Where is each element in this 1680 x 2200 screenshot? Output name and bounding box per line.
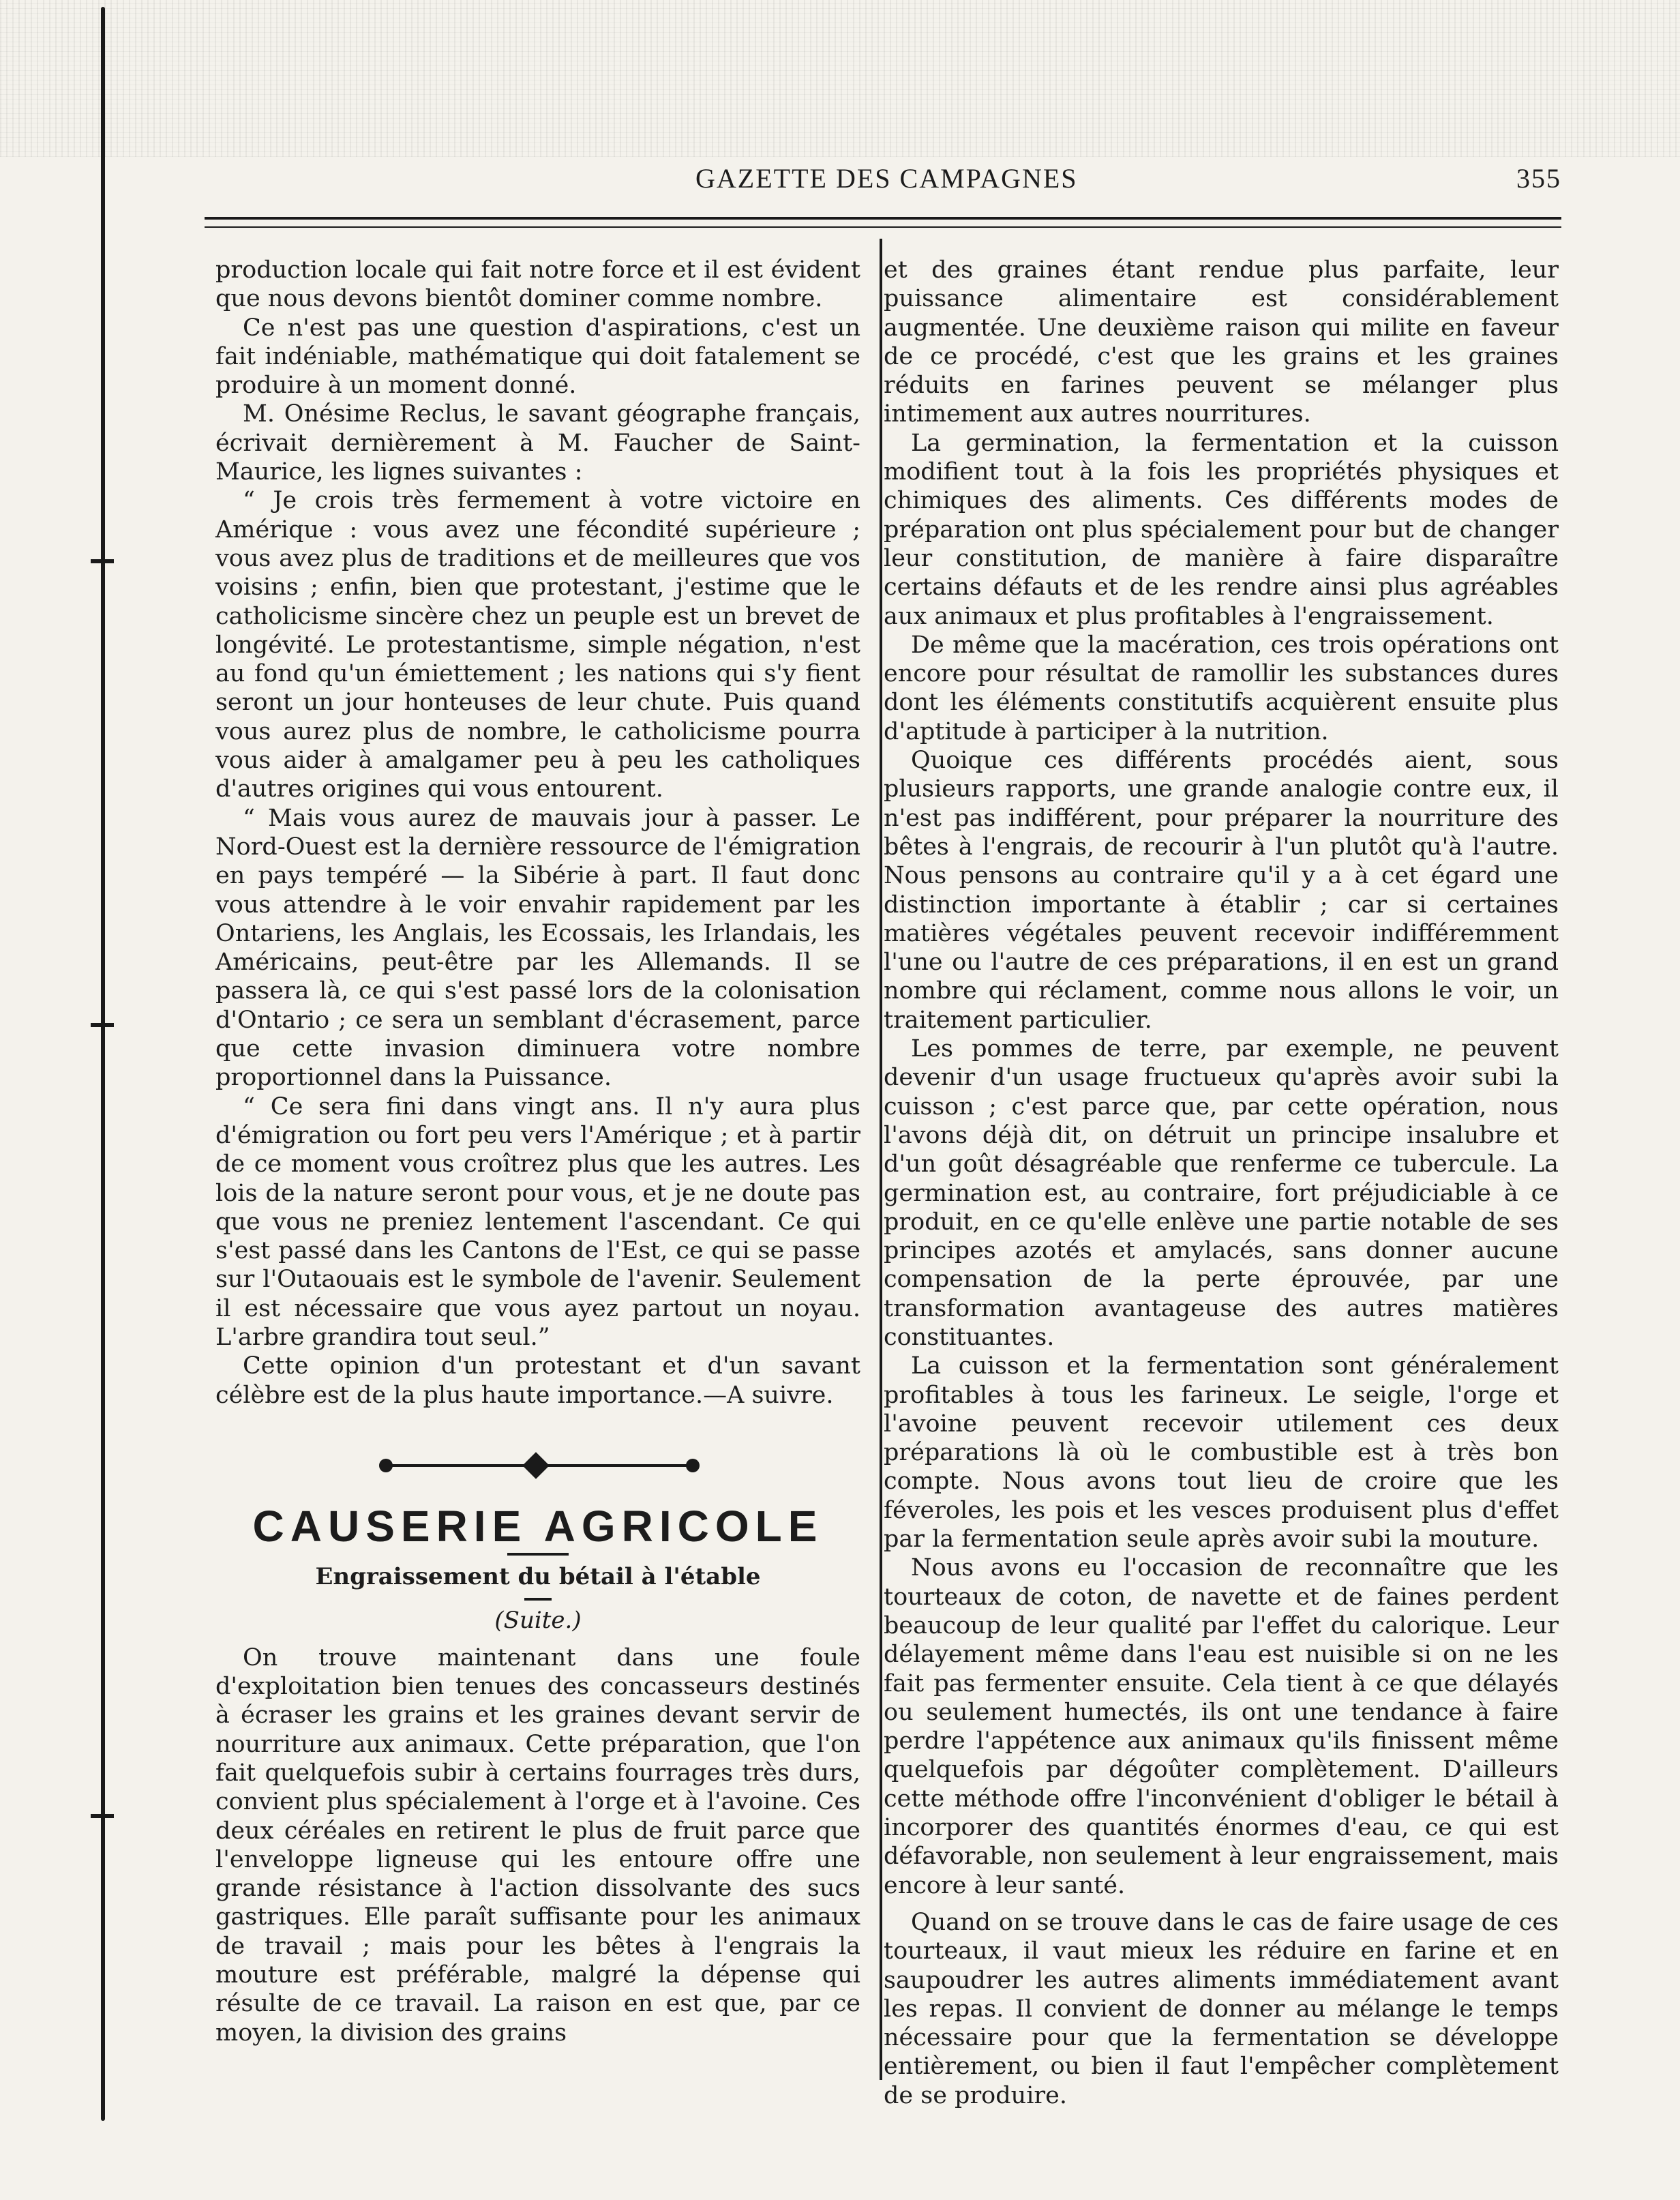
binding-tick xyxy=(91,559,114,563)
left-column xyxy=(215,256,860,2047)
scan-noise xyxy=(0,0,1680,157)
paragraph: M. Onésime Reclus, le savant géographe français, écrivait dernièrement à M. Faucher de Saint-Maurice, les lignes suivantes : xyxy=(215,400,860,486)
paragraph: production locale qui fait notre force et il est évident que nous devons bientôt dominer comme nombre. xyxy=(215,256,860,313)
column-divider xyxy=(880,239,882,2080)
header-rule xyxy=(205,217,1561,228)
paragraph: Les pommes de terre, par exemple, ne peuvent devenir d'un usage fructueux qu'après avoir subi la cuisson ; c'est parce que, par cette opération, nous l'avons déjà dit, on détruit un principe insalubre et d'un goût désagréable que renferme ce tubercule. La germination est, au contraire, fort préjudiciable à ce produit, en ce qu'elle enlève une partie notable de ses principes azotés et amylacés, sans donner aucune compensation de la perte éprouvée, par une transformation avantageuse des autres matières constituantes. xyxy=(884,1035,1559,1351)
paragraph: et des graines étant rendue plus parfaite, leur puissance alimentaire est considérablement augmentée. Une deuxième raison qui milite en faveur de ce procédé, c'est que les grains et les graines réduits en farines peuvent se mélanger plus intimement aux autres nourritures. xyxy=(884,256,1559,428)
section-title: CAUSERIE AGRICOLE xyxy=(252,1501,824,1551)
section-ornament xyxy=(215,1441,860,1489)
ornament-diamond xyxy=(522,1452,550,1479)
page-number: 355 xyxy=(1516,163,1561,194)
title-rule xyxy=(507,1553,569,1556)
paragraph: La cuisson et la fermentation sont généralement profitables à tous les farineux. Le seigle, l'orge et l'avoine peuvent recevoir utilement ces deux préparations là où le combustible est à très bon compte. Nous avons tout lieu de croire que les féveroles, les pois et les vesces produisent plus d'effet par la fermentation seule après avoir subi la mouture. xyxy=(884,1352,1559,1554)
ornament-dot xyxy=(379,1459,393,1472)
subtitle-rule xyxy=(524,1598,552,1601)
quote-paragraph: “ Ce sera fini dans vingt ans. Il n'y aura plus d'émigration ou fort peu vers l'Amérique ; et à partir de ce moment vous croîtrez plus que les autres. Les lois de la nature seront pour vous, et je ne doute pas que vous ne preniez lentement l'ascendant. Ce qui s'est passé dans les Cantons de l'Est, ce qui se passe sur l'Outaouais est le symbole de l'avenir. Seulement il est nécessaire que vous ayez partout un noyau. L'arbre grandira tout seul.” xyxy=(215,1092,860,1351)
paragraph: Cette opinion d'un protestant et d'un savant célèbre est de la plus haute importance.—A suivre. xyxy=(215,1352,860,1409)
quote-paragraph: “ Mais vous aurez de mauvais jour à passer. Le Nord-Ouest est la dernière ressource de l'émigration en pays tempéré — la Sibérie à part. Il faut donc vous attendre à le voir envahir rapidement par les Ontariens, les Anglais, les Ecossais, les Irlandais, les Américains, peut-être par les Allemands. Il se passera là, ce qui s'est passé lors de la colonisation d'Ontario ; ce sera un semblant d'écrasement, parce que cette invasion diminuera votre nombre proportionnel dans la Puissance. xyxy=(215,804,860,1092)
binding-line xyxy=(101,7,105,2121)
quote-paragraph: “ Je crois très fermement à votre victoire en Amérique : vous avez une fécondité supérieure ; vous avez plus de traditions et de meilleures que vos voisins ; enfin, bien que protestant, j'estime que le catholicisme sincère chez un peuple est un brevet de longévité. Le protestantisme, simple négation, n'est au fond qu'un émiettement ; les nations qui s'y fient seront un jour honteuses de leur chute. Puis quand vous aurez plus de nombre, le catholicisme pourra vous aider à amalgamer peu à peu les catholiques d'autres origines qui vous entourent. xyxy=(215,487,860,803)
page-header xyxy=(205,154,1561,198)
section-subtitle: Engraissement du bétail à l'étable xyxy=(315,1563,761,1591)
paragraph: Ce n'est pas une question d'aspirations, c'est un fait indéniable, mathématique qui doit fatalement se produire à un moment donné. xyxy=(215,314,860,400)
suite-label: (Suite.) xyxy=(494,1607,582,1635)
paragraph: De même que la macération, ces trois opérations ont encore pour résultat de ramollir les substances dures dont les éléments constitutifs acquièrent ensuite plus d'aptitude à participer à la nutrition. xyxy=(884,631,1559,745)
binding-tick xyxy=(91,1814,114,1818)
paragraph: Quand on se trouve dans le cas de faire usage de ces tourteaux, il vaut mieux les réduire en farine et en saupoudrer les autres aliments immédiatement avant les repas. Il convient de donner au mélange le temps nécessaire pour que la fermentation se développe entièrement, ou bien il faut l'empêcher complètement de se produire. xyxy=(884,1908,1559,2109)
paragraph: Nous avons eu l'occasion de reconnaître que les tourteaux de coton, de navette et de faines perdent beaucoup de leur qualité par l'effet du calorique. Leur délayement même dans l'eau est nuisible si on ne les fait pas fermenter ensuite. Cela tient à ce que délayés ou seulement humectés, ils ont une tendance à faire perdre l'appétence aux animaux qu'ils finissent même quelquefois par dégoûter complètement. D'ailleurs cette méthode offre l'inconvénient d'obliger le bétail à incorporer des quantités énormes d'eau, ce qui est défavorable, non seulement à leur engraissement, mais encore à leur santé. xyxy=(884,1554,1559,1899)
ornament-dot xyxy=(686,1459,700,1472)
paragraph: La germination, la fermentation et la cuisson modifient tout à la fois les propriétés physiques et chimiques des aliments. Ces différents modes de préparation ont plus spécialement pour but de changer leur constitution, de manière à faire disparaître certains défauts et de les rendre ainsi plus agréables aux animaux et plus profitables à l'engraissement. xyxy=(884,429,1559,630)
paragraph: Quoique ces différents procédés aient, sous plusieurs rapports, une grande analogie contre eux, il n'est pas indifférent, pour préparer la nourriture des bêtes à l'engrais, de recourir à l'un plutôt qu'à l'autre. Nous pensons au contraire qu'il y a à cet égard une distinction importante à établir ; car si certaines matières végétales peuvent recevoir indifféremment l'une ou l'autre de ces préparations, il en est un grand nombre qui réclament, comme nous allons le voir, un traitement particulier. xyxy=(884,747,1559,1034)
right-column xyxy=(884,256,1559,2110)
paragraph: On trouve maintenant dans une foule d'exploitation bien tenues des concasseurs destinés à écraser les grains et les graines devant servir de nourriture aux animaux. Cette préparation, que l'on fait quelquefois subir à certains fourrages très durs, convient plus spécialement à l'orge et à l'avoine. Ces deux céréales en retirent le plus de fruit parce que l'enveloppe ligneuse qui les entoure offre une grande résistance à l'action dissolvante des sucs gastriques. Elle paraît suffisante pour les animaux de travail ; mais pour les bêtes à l'engrais la mouture est préférable, malgré la dépense qui résulte de ce travail. La raison en est que, par ce moyen, la division des grains xyxy=(215,1644,860,2047)
running-title: GAZETTE DES CAMPAGNES xyxy=(695,163,1078,194)
binding-tick xyxy=(91,1023,114,1027)
